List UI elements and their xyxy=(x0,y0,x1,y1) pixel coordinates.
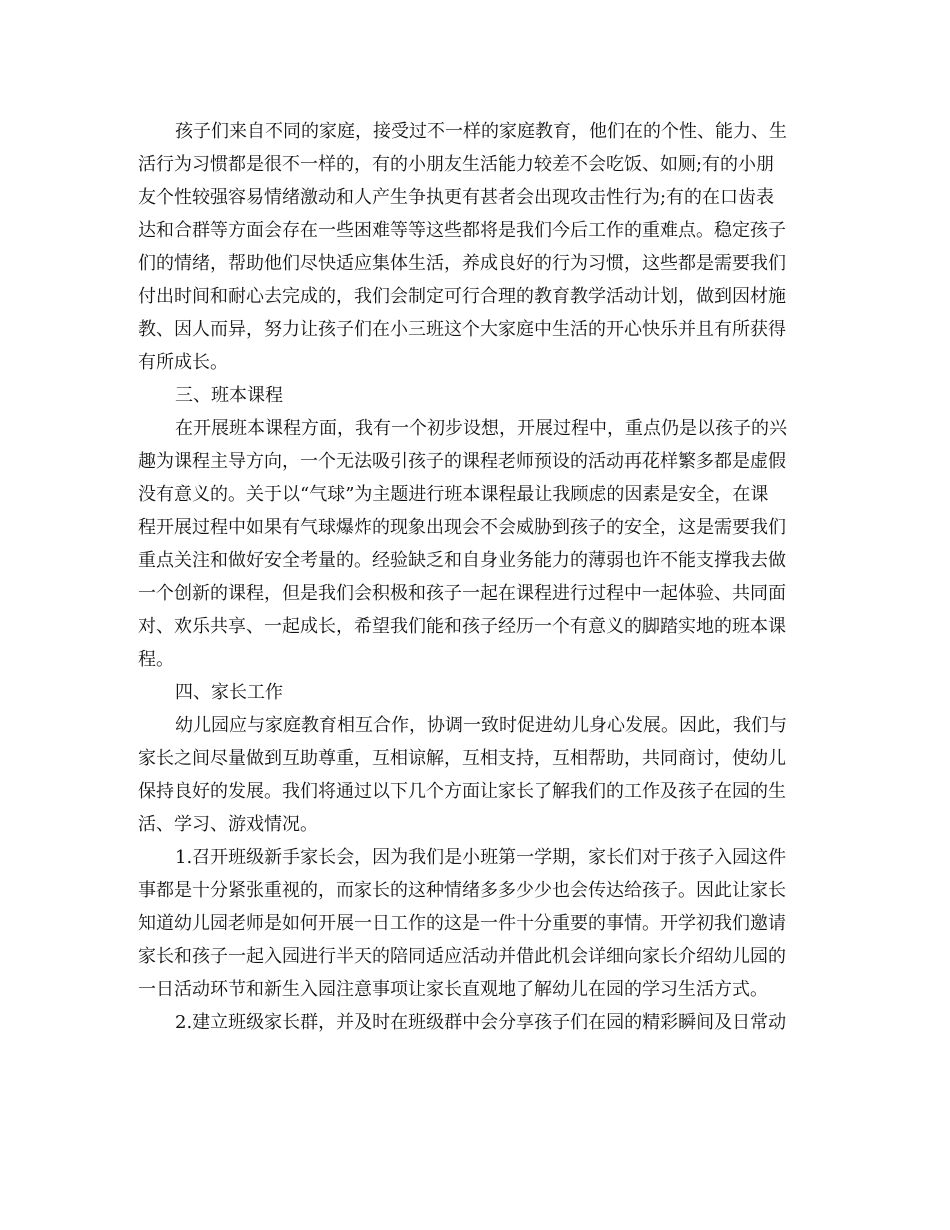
heading-text: 三、班本课程 xyxy=(175,385,283,406)
text-line: 教、因人而异，努力让孩子们在小三班这个大家庭中生活的开心快乐并且有所获得 xyxy=(138,319,786,340)
text-line: 1.召开班级新手家长会，因为我们是小班第一学期，家长们对于孩子入园这件 xyxy=(175,847,787,868)
text-line: 程开展过程中如果有气球爆炸的现象出现会不会威胁到孩子的安全，这是需要我们 xyxy=(138,517,786,538)
paragraph-class-curriculum xyxy=(138,412,818,676)
paragraph-parent-cooperation xyxy=(138,709,818,841)
text-line: 保持良好的发展。我们将通过以下几个方面让家长了解我们的工作及孩子在园的生 xyxy=(138,781,786,802)
document-body xyxy=(138,115,818,1039)
paragraph-item-1-parent-meeting xyxy=(138,841,818,1006)
paragraph-item-2-parent-group xyxy=(138,1006,818,1039)
text-line: 幼儿园应与家庭教育相互合作，协调一致时促进幼儿身心发展。因此，我们与 xyxy=(175,715,787,736)
text-line: 对、欢乐共享、一起成长，希望我们能和孩子经历一个有意义的脚踏实地的班本课 xyxy=(138,616,786,637)
text-line: 知道幼儿园老师是如何开展一日工作的这是一件十分重要的事情。开学初我们邀请 xyxy=(138,913,786,934)
text-line: 家长和孩子一起入园进行半天的陪同适应活动并借此机会详细向家长介绍幼儿园的 xyxy=(138,946,786,967)
text-line: 们的情绪，帮助他们尽快适应集体生活，养成良好的行为习惯，这些都是需要我们 xyxy=(138,253,786,274)
text-line: 一个创新的课程，但是我们会积极和孩子一起在课程进行过程中一起体验、共同面 xyxy=(138,583,786,604)
text-line: 付出时间和耐心去完成的，我们会制定可行合理的教育教学活动计划，做到因材施 xyxy=(138,286,786,307)
text-line: 达和合群等方面会存在一些困难等等这些都将是我们今后工作的重难点。稳定孩子 xyxy=(138,220,786,241)
text-line: 重点关注和做好安全考量的。经验缺乏和自身业务能力的薄弱也许不能支撑我去做 xyxy=(138,550,786,571)
paragraph-children-differences xyxy=(138,115,818,379)
text-line: 趣为课程主导方向，一个无法吸引孩子的课程老师预设的活动再花样繁多都是虚假 xyxy=(138,451,786,472)
text-line: 事都是十分紧张重视的，而家长的这种情绪多多少少也会传达给孩子。因此让家长 xyxy=(138,880,786,901)
text-line: 家长之间尽量做到互助尊重，互相谅解，互相支持，互相帮助，共同商讨，使幼儿 xyxy=(138,748,786,769)
text-line: 没有意义的。关于以“气球”为主题进行班本课程最让我顾虑的因素是安全，在课 xyxy=(138,484,769,505)
heading-text: 四、家长工作 xyxy=(175,682,283,703)
text-line: 2.建立班级家长群，并及时在班级群中会分享孩子们在园的精彩瞬间及日常动 xyxy=(175,1012,787,1033)
section-heading-class-curriculum xyxy=(138,379,818,412)
text-line: 有所成长。 xyxy=(138,352,228,373)
text-line: 活、学习、游戏情况。 xyxy=(138,814,318,835)
text-line: 孩子们来自不同的家庭，接受过不一样的家庭教育，他们在的个性、能力、生 xyxy=(175,121,787,142)
text-line: 一日活动环节和新生入园注意事项让家长直观地了解幼儿在园的学习生活方式。 xyxy=(138,979,768,1000)
text-line: 友个性较强容易情绪激动和人产生争执更有甚者会出现攻击性行为;有的在口齿表 xyxy=(138,187,775,208)
text-line: 在开展班本课程方面，我有一个初步设想，开展过程中，重点仍是以孩子的兴 xyxy=(175,418,787,439)
section-heading-parent-work xyxy=(138,676,818,709)
text-line: 程。 xyxy=(138,649,174,670)
text-line: 活行为习惯都是很不一样的，有的小朋友生活能力较差不会吃饭、如厕;有的小朋 xyxy=(138,154,775,175)
